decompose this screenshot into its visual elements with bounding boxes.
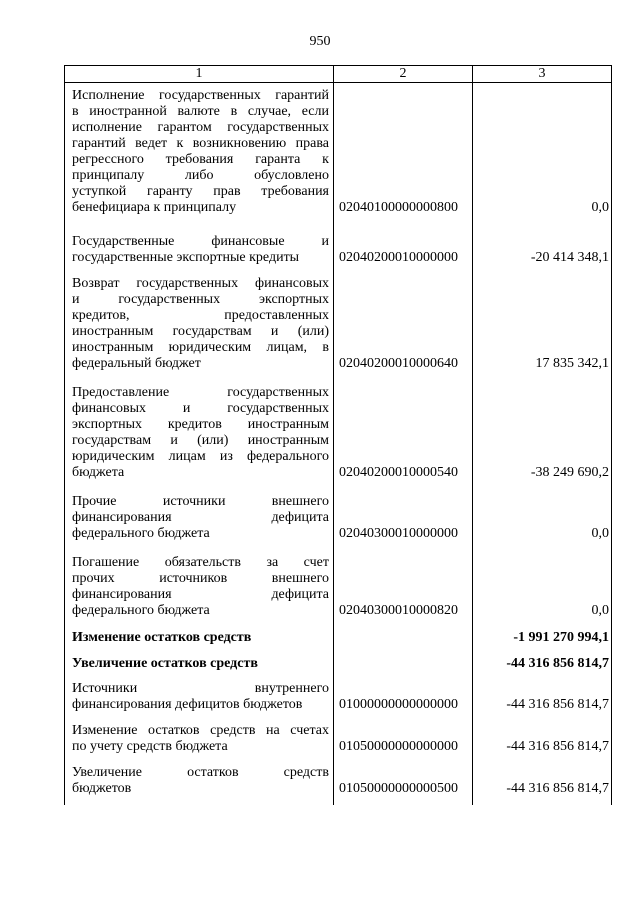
row-code: 01050000000000000 (339, 739, 458, 754)
table-row (64, 656, 612, 672)
description-line: Государственные финансовые и (72, 234, 329, 249)
row-description (72, 276, 329, 372)
table-row (64, 681, 612, 713)
row-value: 17 835 342,1 (535, 356, 609, 371)
page-number: 950 (309, 34, 331, 49)
row-value: -44 316 856 814,7 (506, 739, 609, 754)
description-line: исполнение гарантом государственных (72, 120, 329, 135)
row-value: -38 249 690,2 (530, 465, 609, 480)
description-line: Погашение обязательств за счет (72, 555, 329, 570)
description-line: кредитов, предоставленных (72, 308, 329, 323)
row-value: -44 316 856 814,7 (506, 656, 609, 671)
row-value: -1 991 270 994,1 (513, 630, 609, 645)
row-value: 0,0 (591, 603, 609, 618)
description-line: в иностранной валюте в случае, если (72, 104, 329, 119)
description-line: экспортных кредитов иностранным (72, 417, 329, 432)
row-description (72, 494, 329, 542)
row-code: 01000000000000000 (339, 697, 458, 712)
column-header-3: 3 (538, 66, 546, 81)
row-code: 02040200010000540 (339, 465, 458, 480)
row-description (72, 234, 329, 266)
description-line: юридическим лицам из федерального (72, 449, 329, 464)
description-line: федерального бюджета (72, 526, 210, 541)
row-code: 02040300010000000 (339, 526, 458, 541)
description-line: гарантий ведет к возникновению права (72, 136, 329, 151)
description-line: Увеличение остатков средств (72, 765, 329, 780)
description-line: Возврат государственных финансовых (72, 276, 329, 291)
table-row (64, 234, 612, 266)
table-row (64, 276, 612, 372)
table-row (64, 494, 612, 542)
table-row (64, 765, 612, 797)
row-value: 0,0 (591, 200, 609, 215)
table-header (64, 65, 612, 83)
row-description (72, 385, 329, 481)
row-description (72, 723, 329, 755)
row-description (72, 630, 329, 646)
description-line: финансирования дефицитов бюджетов (72, 697, 303, 712)
table-row (64, 385, 612, 481)
description-line: бюджетов (72, 781, 132, 796)
description-line: уступкой гаранту прав требования (72, 184, 329, 199)
description-line: государствам и (или) иностранным (72, 433, 329, 448)
row-code: 02040200010000000 (339, 250, 458, 265)
description-line: Изменение остатков средств на счетах (72, 723, 329, 738)
row-code: 02040300010000820 (339, 603, 458, 618)
table-row (64, 88, 612, 216)
description-line: Источники внутреннего (72, 681, 329, 696)
row-description (72, 555, 329, 619)
row-description (72, 765, 329, 797)
description-line: прочих источников внешнего (72, 571, 329, 586)
row-value: -44 316 856 814,7 (506, 781, 609, 796)
description-line: иностранным государствам и (или) (72, 324, 329, 339)
description-line: и государственных экспортных (72, 292, 329, 307)
description-line: федерального бюджета (72, 603, 210, 618)
description-line: принципалу либо обусловлено (72, 168, 329, 183)
description-line: бюджета (72, 465, 125, 480)
row-code: 02040200010000640 (339, 356, 458, 371)
row-description (72, 681, 329, 713)
description-line: федеральный бюджет (72, 356, 201, 371)
row-value: 0,0 (591, 526, 609, 541)
description-line: государственные экспортные кредиты (72, 250, 300, 265)
table-row (64, 630, 612, 646)
description-line: иностранным юридическим лицам, в (72, 340, 329, 355)
description-line: Предоставление государственных (72, 385, 329, 400)
column-header-1: 1 (65, 66, 334, 82)
description-line: финансирования дефицита (72, 510, 329, 525)
description-line: финансирования дефицита (72, 587, 329, 602)
description-line: финансовых и государственных (72, 401, 329, 416)
description-line: Прочие источники внешнего (72, 494, 329, 509)
description-line: Увеличение остатков средств (72, 656, 258, 671)
table-row (64, 723, 612, 755)
row-value: -20 414 348,1 (530, 250, 609, 265)
description-line: бенефициара к принципалу (72, 200, 237, 215)
column-header-2: 2 (334, 66, 473, 82)
row-value: -44 316 856 814,7 (506, 697, 609, 712)
row-description (72, 656, 329, 672)
description-line: регрессного требования гаранта к (72, 152, 329, 167)
table-row (64, 555, 612, 619)
description-line: Исполнение государственных гарантий (72, 88, 329, 103)
row-code: 01050000000000500 (339, 781, 458, 796)
description-line: Изменение остатков средств (72, 630, 252, 645)
row-description (72, 88, 329, 216)
row-code: 02040100000000800 (339, 200, 458, 215)
description-line: по учету средств бюджета (72, 739, 228, 754)
